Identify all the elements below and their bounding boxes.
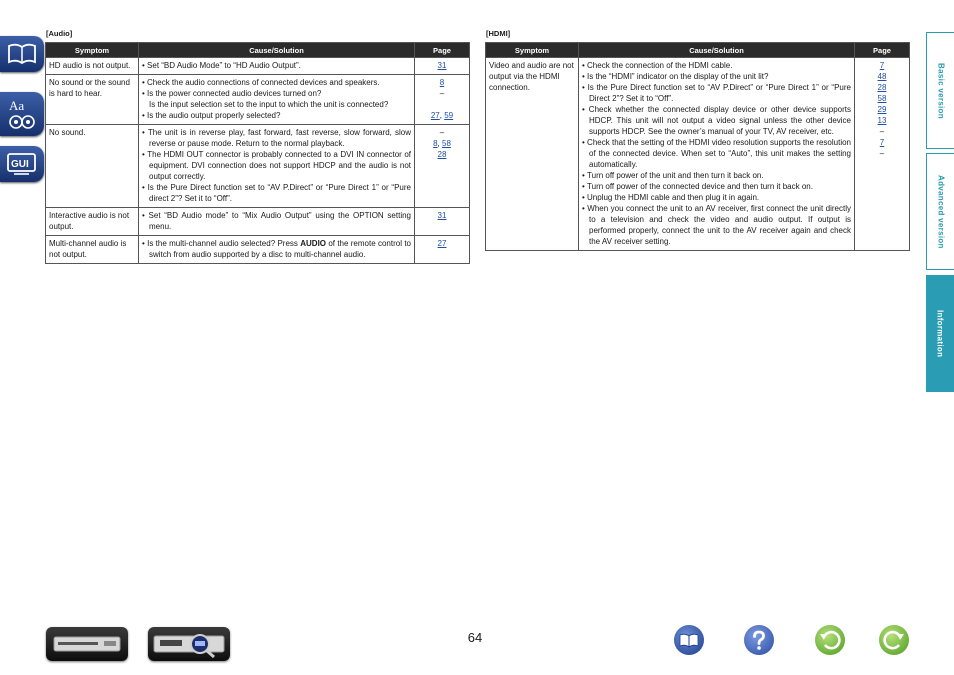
solution-item: • Check that the setting of the HDMI video resolution supports the resolution of the connected device. When set to “Auto”, this unit makes the setting automatically. [582, 137, 851, 170]
page-link[interactable]: 27 [437, 239, 447, 248]
page-number: 64 [467, 630, 483, 645]
open-book-icon [6, 40, 38, 68]
page-link[interactable]: 7 [879, 138, 885, 147]
page-link[interactable]: 27 [430, 111, 440, 120]
solution-text: of the remote control to switch from audio supported by a disc to multi-channel audio. [149, 239, 411, 259]
audio-button-keyword: AUDIO [300, 239, 327, 248]
page-reference-cell [415, 236, 470, 264]
page-header: Page [855, 43, 910, 58]
hdmi-section-title: [HDMI] [486, 29, 511, 38]
page-none: – [879, 149, 885, 158]
table-row [46, 58, 470, 75]
tab-advanced-version[interactable] [926, 153, 954, 270]
solution-item: • The HDMI OUT connector is probably connected to a DVI IN connector of equipment. DVI connection does not support HDCP and the audio is not output correctly. [142, 149, 411, 182]
solution-item: • Is the Pure Direct function set to “AV P.Direct” or “Pure Direct 1” or “Pure direct 2”? Set it to “Off”. [142, 182, 411, 204]
tab-information[interactable] [926, 275, 954, 392]
page-none [418, 99, 466, 110]
cause-solution-cell [579, 58, 855, 251]
solution-item: • Is the power connected audio devices turned on? [142, 88, 411, 99]
page-link[interactable]: 29 [877, 105, 887, 114]
page-link[interactable]: 28 [437, 150, 447, 159]
cause-solution-cell [139, 208, 415, 236]
book-icon [674, 625, 704, 655]
solution-item: • Turn off power of the unit and then turn it back on. [582, 170, 851, 181]
page-link[interactable]: 8 [433, 139, 438, 148]
player-display-magnifier-icon [148, 627, 230, 661]
solution-item [142, 238, 411, 260]
cause-solution-header: Cause/Solution [579, 43, 855, 58]
page-link[interactable]: 7 [879, 61, 885, 70]
symptom-cell: Multi-channel audio is not output. [46, 236, 139, 264]
cause-solution-cell [139, 236, 415, 264]
gui-icon-button[interactable] [0, 146, 44, 182]
solution-item: • When you connect the unit to an AV receiver, first connect the unit directly to a television and check the video and audio output. If output is performed properly, connect the unit to the AV receiver again and check the AV receiver setting. [582, 203, 851, 247]
solution-item: • Turn off power of the connected device and then turn it back on. [582, 181, 851, 192]
symptom-cell: No sound or the sound is hard to hear. [46, 75, 139, 125]
svg-text:Aa: Aa [9, 98, 25, 113]
solution-item: • Check the audio connections of connected devices and speakers. [142, 77, 411, 88]
blu-ray-player-icon [46, 627, 128, 661]
table-row [486, 58, 910, 251]
page-none: – [439, 128, 445, 137]
index-icon-button[interactable] [0, 92, 44, 136]
hdmi-troubleshooting-table [485, 42, 910, 251]
page-link[interactable]: 58 [877, 94, 887, 103]
cause-solution-header: Cause/Solution [139, 43, 415, 58]
page-reference-cell [415, 75, 470, 125]
manual-contents-icon-button[interactable] [0, 36, 44, 72]
page-none: – [439, 89, 445, 98]
audio-section-title: [Audio] [46, 29, 73, 38]
solution-item: • Is the audio output properly selected? [142, 110, 411, 121]
symptom-header: Symptom [486, 43, 579, 58]
page-link[interactable]: 31 [437, 61, 447, 70]
page-link[interactable]: 28 [877, 83, 887, 92]
table-row [46, 208, 470, 236]
undo-arrow-icon [815, 625, 845, 655]
symptom-cell: Video and audio are not output via the HDMI connection. [486, 58, 579, 251]
solution-item: Is the input selection set to the input to which the unit is connected? [149, 100, 389, 109]
page-link-group: 27, 59 [430, 111, 454, 120]
symptom-cell: No sound. [46, 125, 139, 208]
solution-item: • Set “BD Audio mode” to “Mix Audio Output” using the OPTION setting menu. [142, 210, 411, 232]
symptom-header: Symptom [46, 43, 139, 58]
solution-text: Is the multi-channel audio selected? Press [147, 239, 301, 248]
page-header: Page [415, 43, 470, 58]
solution-item: • The unit is in reverse play, fast forward, fast reverse, slow forward, slow reverse or pause mode. Return to the normal playback. [142, 127, 411, 149]
page-none: – [879, 127, 885, 136]
solution-item: • Check the connection of the HDMI cable. [582, 60, 851, 71]
page-link[interactable]: 8 [439, 78, 445, 87]
cause-solution-cell [139, 125, 415, 208]
gui-screen-icon [6, 150, 38, 178]
player-display-button[interactable] [148, 627, 230, 661]
cause-solution-cell [139, 58, 415, 75]
page-link[interactable]: 58 [442, 139, 451, 148]
cause-solution-cell [139, 75, 415, 125]
page-reference-cell [415, 58, 470, 75]
page-link[interactable]: 13 [877, 116, 887, 125]
forward-button[interactable] [879, 625, 909, 655]
solution-item: • Is the “HDMI” indicator on the display of the unit lit? [582, 71, 851, 82]
question-mark-icon [744, 625, 774, 655]
solution-item: • Unplug the HDMI cable and then plug it in again. [582, 192, 851, 203]
tab-basic-version[interactable] [926, 32, 954, 149]
redo-arrow-icon [879, 625, 909, 655]
symptom-cell: Interactive audio is not output. [46, 208, 139, 236]
table-row [46, 75, 470, 125]
symptom-cell: HD audio is not output. [46, 58, 139, 75]
page-link-group: 8, 58 [433, 139, 451, 148]
table-row [46, 125, 470, 208]
svg-text:GUI: GUI [11, 159, 29, 170]
tab-information-label: Information [935, 309, 945, 358]
table-header-row [46, 43, 470, 58]
solution-item: • Is the Pure Direct function set to “AV P.Direct” or “Pure Direct 1” or “Pure Direct 2”? Set it to “Off”. [582, 82, 851, 104]
page-link[interactable]: 59 [444, 111, 454, 120]
solution-item: • Check whether the connected display device or other device supports HDCP. This unit will not output a video signal unless the other device supports HDCP. See the owner’s manual of your TV, AV receiver, etc. [582, 104, 851, 137]
contents-button[interactable] [674, 625, 704, 655]
page-reference-cell [855, 58, 910, 251]
page-link[interactable]: 31 [437, 211, 447, 220]
help-button[interactable] [744, 625, 774, 655]
tab-advanced-version-label: Advanced version [936, 174, 946, 249]
player-front-panel-button[interactable] [46, 627, 128, 661]
table-header-row [486, 43, 910, 58]
audio-troubleshooting-table [45, 42, 470, 264]
tab-basic-version-label: Basic version [936, 62, 946, 119]
back-button[interactable] [815, 625, 845, 655]
page-reference-cell [415, 208, 470, 236]
solution-item: • Set “BD Audio Mode” to “HD Audio Output”. [142, 60, 411, 71]
font-index-icon [6, 96, 38, 132]
page-link[interactable]: 48 [877, 72, 887, 81]
table-row [46, 236, 470, 264]
page-reference-cell [415, 125, 470, 208]
